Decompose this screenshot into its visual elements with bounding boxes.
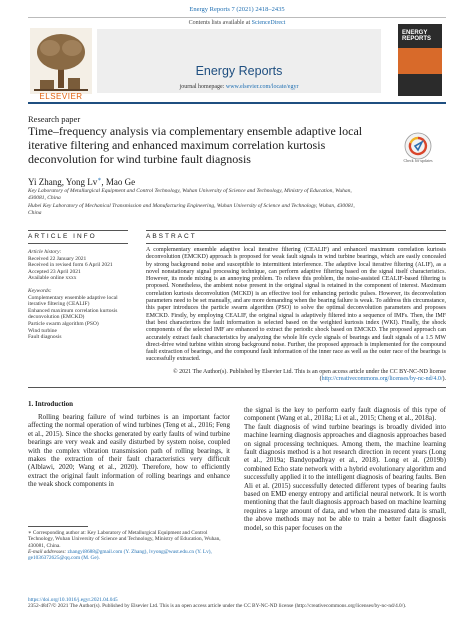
license-suffix: ). bbox=[442, 376, 446, 383]
copyright-line: 2352-4847/© 2021 The Author(s). Published by Elsevier Ltd. This is an open access article under the CC BY-NC-ND license (http://creativecommons.org/licenses/by-nc-nd/4.0/). bbox=[28, 603, 407, 610]
author-name[interactable]: Mao Ge bbox=[105, 177, 136, 187]
keywords-label: Keywords: bbox=[28, 288, 52, 294]
cover-title: ENERGY REPORTS bbox=[402, 30, 432, 42]
check-for-updates-icon[interactable] bbox=[404, 132, 432, 160]
contents-line bbox=[28, 20, 446, 26]
history-item: Received in revised form 6 April 2021 bbox=[28, 262, 113, 269]
author-name[interactable]: Yi Zhang bbox=[28, 177, 62, 187]
elsevier-wordmark: ELSEVIER bbox=[39, 92, 83, 101]
divider bbox=[146, 230, 446, 231]
article-history bbox=[28, 249, 128, 282]
homepage-prefix: journal homepage: bbox=[179, 84, 226, 90]
footnote bbox=[28, 530, 230, 561]
check-for-updates-label: Check for updates bbox=[403, 158, 433, 163]
abstract-license bbox=[146, 369, 446, 384]
homepage-link[interactable]: www.elsevier.com/locate/egyr bbox=[225, 84, 299, 90]
abstract-heading: ABSTRACT bbox=[146, 233, 197, 240]
page-footer bbox=[28, 597, 446, 610]
article-type: Research paper bbox=[28, 114, 81, 124]
author-list: Yi Zhang, Yong Lv∗, Mao Ge bbox=[28, 177, 136, 187]
introduction-heading: 1. Introduction bbox=[28, 400, 73, 408]
journal-title: Energy Reports bbox=[195, 64, 283, 78]
email-label: E-mail addresses: bbox=[28, 548, 68, 555]
intro-column-2: the signal is the key to perform early fault diagnosis of this type of component (Wang et al., 2018a; Li et al., 2015; Cheng et al., 2018a). The fault diagnosis of wind turbine bearings is broadly divided into machine learning diagnosis approaches and diagnosis approaches based on signal processing techniques. Among them, the machine learning fault diagnosis method is a hot research direction in recent years (Long et al., 2019a; Bandyopadhyay et al., 2018). Long et al. (2019b) combined Echo state network with a hybrid evolutionary algorithm and successfully applied it to the intelligent diagnosis of bearing faults. Ben Ali et al. (2015) successfully detected different types of bearing faults based on EMD energy entropy and artificial neural network. It is worth mentioning that the fault diagnosis approach based on machine learning requires a large amount of data, and when the measured data is small, the above methods may not be able to train a better fault diagnosis model, so this paper focuses on the bbox=[244, 406, 446, 532]
article-title: Time–frequency analysis via complementary ensemble adaptive local iterative filtering and enhanced maximum correlation kurtosis deconvolution for wind turbine fault diagnosis bbox=[28, 124, 363, 166]
running-head[interactable]: Energy Reports 7 (2021) 2418–2435 bbox=[189, 6, 285, 13]
intro-column-1: Rolling bearing failure of wind turbines is an important factor affecting the normal operation of wind turbines (Teng et al., 2016; Feng et al., 2015). Since the shocks generated by early faults of wind turbine bearings are very weak and easily disturbed by system noise, coupled with the complex vibration transmission path of rolling bearings, it makes the extraction of their fault characteristics very difficult (Alblawi, 2020; Wang et al., 2020). Therefore, how to efficiently extract the original fault information of rolling bearings and enhance the weak shock components in bbox=[28, 413, 230, 489]
email-addresses[interactable]: zhangyi8688@gmail.com (Y. Zhang), lvyong@wust.edu.cn (Y. Lv), ge1036372625@qq.com (M. Ge). bbox=[28, 548, 212, 562]
doi-link[interactable]: https://doi.org/10.1016/j.egyr.2021.04.045 bbox=[28, 597, 118, 603]
sciencedirect-link[interactable]: ScienceDirect bbox=[251, 20, 286, 26]
elsevier-tree-logo bbox=[30, 28, 92, 94]
affiliation: Key Laboratory of Metallurgical Equipment and Control Technology, Wuhan University of Science and Technology, Ministry of Education, Wuhan, 430081, China bbox=[28, 188, 352, 201]
footnote-rule bbox=[28, 526, 88, 527]
divider bbox=[28, 243, 128, 244]
journal-homepage bbox=[97, 84, 381, 90]
corresponding-mark[interactable]: ∗ bbox=[97, 177, 102, 183]
keywords bbox=[28, 288, 128, 341]
divider bbox=[28, 230, 128, 231]
keyword: Particle swarm algorithm (PSO) bbox=[28, 320, 99, 327]
contents-prefix: Contents lists available at bbox=[188, 20, 252, 26]
cover-band bbox=[398, 48, 442, 74]
history-item: Accepted 23 April 2021 bbox=[28, 268, 81, 275]
history-item: Available online xxxx bbox=[28, 275, 77, 282]
keyword: Enhanced maximum correlation kurtosis deconvolution (EMCKD) bbox=[28, 307, 118, 321]
keyword: Wind turbine bbox=[28, 327, 57, 334]
corresponding-author-note: ∗ Corresponding author at: Key Laboratory of Metallurgical Equipment and Control Technology, Wuhan University of Science and Technology, Ministry of Education, Wuhan, 430081, China. bbox=[28, 530, 221, 549]
keyword: Complementary ensemble adaptive local iterative filtering (CEALIF) bbox=[28, 294, 118, 308]
affiliation: Hubei Key Laboratory of Mechanical Transmission and Manufacturing Engineering, Wuhan University of Science and Technology, Wuhan, 430081, China bbox=[28, 203, 355, 216]
divider bbox=[146, 243, 446, 244]
license-text: © 2021 The Author(s). Published by Elsevier Ltd. This is an open access article under the CC BY-NC-ND license ( bbox=[173, 369, 446, 383]
history-label: Article history: bbox=[28, 249, 62, 255]
article-info-heading: ARTICLE INFO bbox=[28, 233, 97, 240]
abstract-text: A complementary ensemble adaptive local iterative filtering (CEALIF) and enhanced maximum correlation kurtosis deconvolution (EMCKD) approach is proposed for weak fault signals in wind turbine bearings, which are easily concealed by strong background noise and susceptible to intermittent interference. The adaptive local iterative filtering (ALIF), as a novel nonstationary signal processing technique, can perform adaptive filtering based on the signal itself characteristics. However, its mode mixing is an annoying problem. To relieve this problem, the noise-assisted CEALIF-based filtering is proposed. Nonetheless, the ambient noise present in the original signal is retained in the component of interest. Maximum correlation kurtosis deconvolution (MCKD) is an effective tool for enhancing periodic pulses. However, its deconvolution parameters need to be set manually, and are more demanding when the bearing failure is weak. To address this circumstance, this paper introduces the particle swarm algorithm (PSO) to solve the optimal deconvolution parameters and proposes EMCKD. Firstly, by employing CEALIF, the original signal is adaptively filtered into a sequence of IMFs. Then, the IMF that best characterizes the fault information is selected based on the weighted kurtosis index (WKI). Finally, the shock components of the selected IMF are enhanced to extract the periodic shock based on EMCKD. The proposed approach can accurately extract fault characteristics by analyzing the whole life cycle signals of bearings and fault signals of a 1.5 MW direct-drive wind turbine within strong background noise. Further, the proposed approach is implemented for the compound fault extraction of bearings, and the compound fault information of the inner race as well as the outer race of the bearings is successfully extracted. bbox=[146, 247, 446, 363]
history-item: Received 22 January 2021 bbox=[28, 255, 87, 262]
divider bbox=[28, 387, 446, 388]
author-name[interactable]: Yong Lv bbox=[65, 177, 98, 187]
keyword: Fault diagnosis bbox=[28, 334, 62, 341]
license-link[interactable]: http://creativecommons.org/licenses/by-nc-nd/4.0/ bbox=[321, 376, 443, 383]
